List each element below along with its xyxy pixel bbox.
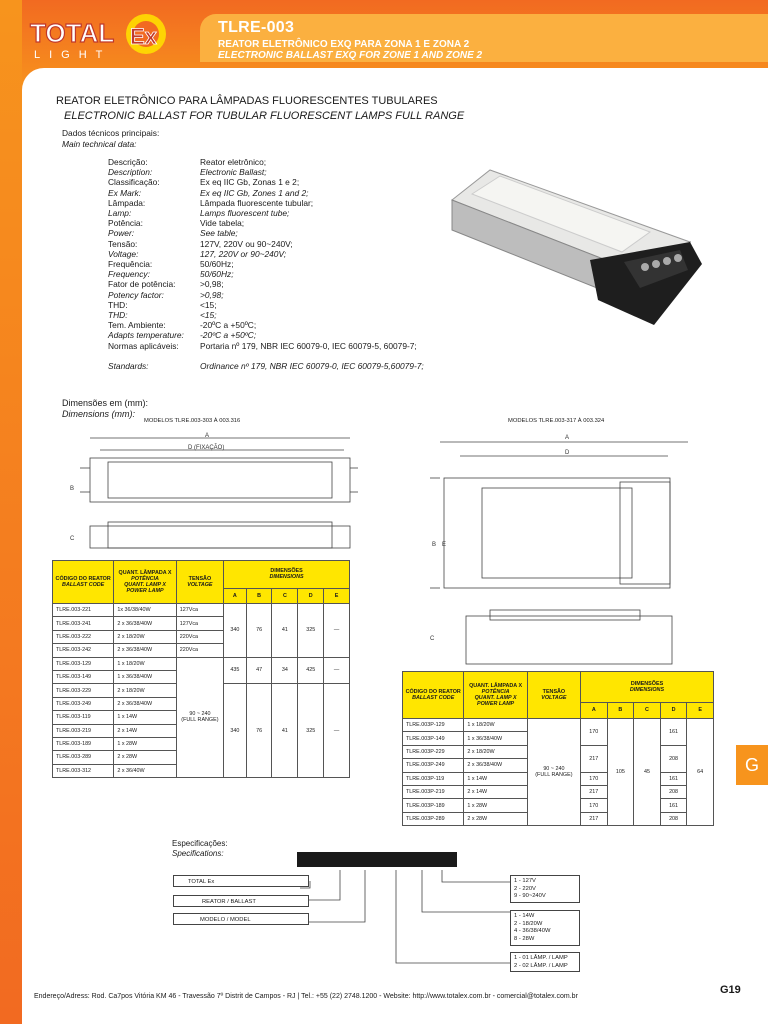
lamp-power: 1 x 14W [114, 711, 176, 724]
ballast-table-left [52, 560, 350, 778]
dimension-b: 105 [607, 719, 634, 826]
dimension-value: 325 [298, 604, 324, 658]
ballast-code: TLRE.003-241 [53, 617, 114, 630]
spec-key: Descrição: [108, 157, 148, 167]
ballast-code: TLRE.003-289 [53, 751, 114, 764]
dimension-value: 340 [224, 684, 247, 778]
table1-lamp-header: QUANT. LÂMPADA X POTÊNCIA QUANT. LAMP X POWER LAMP [114, 561, 176, 604]
spec-key: THD: [108, 310, 128, 320]
lamp-power: 2 x 18/20W [114, 684, 176, 697]
spec-key: THD: [108, 299, 128, 310]
table1-voltage-header: TENSÃO VOLTAGE [176, 561, 223, 604]
dim-c-left: C [70, 536, 75, 542]
voltage: 220Vca [176, 644, 223, 657]
lamp-power: 1 x 28W [114, 737, 176, 750]
lamp-power: 1 x 36/38/40W [114, 670, 176, 683]
dimension-value: 47 [246, 657, 272, 684]
ballast-code: TLRE.003-229 [53, 684, 114, 697]
spec-value: Reator eletrônico; [200, 157, 267, 167]
power-option: 1 - 14W [514, 913, 535, 919]
section-title-pt: REATOR ELETRÔNICO PARA LÂMPADAS FLUORESCENTES TUBULARES [56, 95, 438, 107]
ballast-code: TLRE.003P-189 [403, 799, 464, 812]
dimension-value: — [324, 657, 350, 684]
spec-key: Lâmpada: [108, 197, 146, 208]
ballast-code: TLRE.003P-119 [403, 772, 464, 785]
table2-col-e: E [687, 702, 714, 718]
dimension-value: — [324, 604, 350, 658]
lamp-power: 2 x 18/20W [464, 745, 527, 758]
lamp-power: 2 x 18/20W [114, 630, 176, 643]
table2-col-b: B [607, 702, 634, 718]
ballast-code: TLRE.003-222 [53, 630, 114, 643]
dim-e-right: E [442, 542, 447, 548]
table1-col-b: B [246, 588, 272, 603]
dimension-value: 435 [224, 657, 247, 684]
spec-key: Power: [108, 228, 135, 239]
lamp-power: 1 x 28W [464, 799, 527, 812]
dimension-a: 217 [580, 812, 607, 825]
dimension-value: 325 [298, 684, 324, 778]
ballast-code: TLRE.003-149 [53, 670, 114, 683]
power-option: 2 - 18/20W [514, 920, 543, 927]
spec-value: <15; [200, 299, 217, 310]
ballast-code: TLRE.003P-219 [403, 785, 464, 798]
spec-row [108, 361, 508, 371]
spec-value: Vide tabela; [200, 218, 245, 229]
lamp-option: 1 - 01 LÂMP. / LAMP [514, 955, 568, 961]
spec-key: Ex Mark: [108, 187, 142, 198]
dimension-c: 45 [634, 719, 661, 826]
spec-value: Portaria nº 179, NBR IEC 60079-0, IEC 60079-5, 60079-7; [200, 340, 417, 351]
ballast-code: TLRE.003P-149 [403, 732, 464, 745]
section-title-en: ELECTRONIC BALLAST FOR TUBULAR FLUORESCENT LAMPS FULL RANGE [64, 110, 465, 122]
ballast-code: TLRE.003-129 [53, 657, 114, 670]
ballast-code: TLRE.003P-249 [403, 759, 464, 772]
spec-key: Tem. Ambiente: [108, 320, 166, 331]
spec-value: Lâmpada fluorescente tubular; [200, 197, 314, 208]
spec-value: See table; [200, 228, 238, 239]
table1-col-e: E [324, 588, 350, 603]
spec-heading-en: Specifications: [172, 849, 224, 858]
drawing-right [420, 430, 720, 670]
spec-value: 127, 220V or 90~240V; [200, 248, 287, 259]
spec-voltage-options [510, 875, 580, 903]
table1-col-d: D [298, 588, 324, 603]
spec-key: Voltage: [108, 248, 139, 259]
spec-value: 50/60Hz; [200, 269, 234, 280]
ballast-table-right [402, 671, 714, 826]
dimension-d: 161 [660, 799, 687, 812]
lamp-power: 2 x 36/38/40W [114, 644, 176, 657]
dimension-d: 208 [660, 785, 687, 798]
spec-value: Ordinance nº 179, NBR IEC 60079-0, IEC 60079-5,60079-7; [200, 360, 424, 371]
dimensions-heading-pt: Dimensões em (mm): [62, 398, 149, 408]
dimension-value: 425 [298, 657, 324, 684]
ballast-code: TLRE.003-221 [53, 604, 114, 617]
totalex-logo [26, 12, 182, 62]
spec-box-total: TOTAL Ex [173, 875, 309, 887]
dimension-value: 76 [246, 684, 272, 778]
logo-total-text: TOTAL [30, 18, 115, 48]
dimension-a: 170 [580, 799, 607, 812]
ballast-code: TLRE.003-119 [53, 711, 114, 724]
table-row [403, 719, 714, 732]
spec-key: Classificação: [108, 177, 160, 188]
dim-d-right: D [565, 450, 570, 456]
dim-b-right: B [432, 542, 437, 548]
spec-lamp-options [510, 952, 580, 972]
dimension-d: 208 [660, 745, 687, 772]
power-option: 8 - 28W [514, 935, 535, 942]
footer-address: Endereço/Adress: Rod. Ca7pos Vitória KM 46 - Travessão 7º Distrit de Campos - RJ | Tel.: +55 (22) 2748.1200 - Website: http://www.totalex.com.br - comercial@totalex.com.br [34, 993, 578, 1000]
logo-light-text: LIGHT [34, 49, 112, 61]
spec-box-model: MODELO / MODEL [173, 913, 309, 925]
spec-value: -20ºC a +50ºC; [200, 320, 257, 331]
table1-code-header: CÓDIGO DO REATOR BALLAST CODE [53, 561, 114, 604]
lamp-power: 1 x 14W [464, 772, 527, 785]
left-accent-bar [0, 0, 22, 1024]
ballast-code: TLRE.003P-229 [403, 745, 464, 758]
dimension-value: — [324, 684, 350, 778]
voltage-full-range: 90 ~ 240 (FULL RANGE) [527, 719, 580, 826]
voltage-option: 1 - 127V [514, 878, 536, 884]
spec-key: Frequency: [108, 269, 150, 280]
spec-key: Potency factor: [108, 289, 164, 300]
dim-d-fix: D (FIXAÇÃO) [188, 445, 225, 451]
table-row [53, 604, 350, 617]
table2-code-header: CÓDIGO DO REATOR BALLAST CODE [403, 672, 464, 719]
lamp-power: 2 x 36/38/40W [114, 617, 176, 630]
ballast-photo [440, 160, 710, 350]
technical-heading-en: Main technical data: [62, 139, 137, 149]
voltage-option: 9 - 90~240V [514, 893, 546, 899]
voltage-option: 2 - 220V [514, 885, 536, 892]
logo-ex-text: Ex [130, 24, 157, 49]
spec-heading-pt: Especificações: [172, 839, 228, 848]
spec-value: Lamps fluorescent tube; [200, 208, 290, 218]
lamp-power: 2 x 14W [114, 724, 176, 737]
table1-dims-header: DIMENSÕES DIMENSIONS [224, 561, 350, 589]
table2-lamp-header: QUANT. LÂMPADA X POTÊNCIA QUANT. LAMP X POWER LAMP [464, 672, 527, 719]
spec-value: Ex eq IIC Gb, Zones 1 and 2; [200, 187, 309, 198]
spec-key: Description: [108, 167, 153, 178]
spec-power-options [510, 910, 580, 946]
spec-key: Frequência: [108, 259, 153, 269]
model-title: TLRE-003 [218, 19, 295, 36]
spec-key: Fator de potência: [108, 279, 176, 290]
lamp-power: 2 x 14W [464, 785, 527, 798]
dim-a-right: A [565, 435, 570, 441]
lamp-power: 1x 36/38/40W [114, 604, 176, 617]
dimension-d: 161 [660, 719, 687, 746]
drawing-left [60, 428, 360, 558]
dimension-a: 217 [580, 745, 607, 772]
spec-value: -20ºC a +50ºC; [200, 330, 257, 341]
spec-key: Standards: [108, 360, 149, 371]
dim-a-left: A [205, 433, 210, 439]
page-number: G19 [720, 984, 741, 996]
ballast-code: TLRE.003-249 [53, 697, 114, 710]
spec-value: <15; [200, 310, 217, 320]
dimensions-heading-en: Dimensions (mm): [62, 409, 136, 419]
ballast-code: TLRE.003P-129 [403, 719, 464, 732]
dimension-value: 41 [272, 604, 298, 658]
spec-box-reator: REATOR / BALLAST [173, 895, 309, 907]
table-row [53, 657, 350, 670]
ballast-code: TLRE.003P-289 [403, 812, 464, 825]
table2-voltage-header: TENSÃO VOLTAGE [527, 672, 580, 719]
dim-c-right: C [430, 636, 435, 642]
ballast-code: TLRE.003-312 [53, 764, 114, 777]
spec-value: >0,98; [200, 289, 224, 300]
dimension-value: 34 [272, 657, 298, 684]
dimension-a: 217 [580, 785, 607, 798]
ballast-code: TLRE.003-242 [53, 644, 114, 657]
subtitle-en: ELECTRONIC BALLAST EXQ FOR ZONE 1 AND ZONE 2 [218, 50, 483, 61]
table2-col-a: A [580, 702, 607, 718]
spec-value: Electronic Ballast; [200, 167, 267, 178]
ballast-code: TLRE.003-189 [53, 737, 114, 750]
dimension-e: 64 [687, 719, 714, 826]
voltage: 127Vca [176, 617, 223, 630]
dimension-d: 208 [660, 812, 687, 825]
dimension-value: 340 [224, 604, 247, 658]
dimension-value: 41 [272, 684, 298, 778]
models-left-label: MODELOS TLRE.003-303 À 003.316 [144, 418, 241, 424]
spec-value: Ex eq IIC Gb, Zonas 1 e 2; [200, 177, 300, 188]
table1-col-c: C [272, 588, 298, 603]
table2-dims-header: DIMENSÕES DIMENSIONS [580, 672, 713, 703]
lamp-power: 2 x 28W [114, 751, 176, 764]
lamp-option: 2 - 02 LÂMP. / LAMP [514, 962, 568, 969]
spec-value: >0,98; [200, 279, 224, 290]
voltage: 127Vca [176, 604, 223, 617]
dimension-d: 161 [660, 772, 687, 785]
technical-heading-pt: Dados técnicos principais: [62, 128, 160, 138]
spec-key: Adapts temperature: [108, 330, 184, 341]
spec-value: 50/60Hz; [200, 259, 234, 269]
spec-key: Lamp: [108, 208, 132, 218]
table2-col-d: D [660, 702, 687, 718]
subtitle-pt: REATOR ELETRÔNICO EXQ PARA ZONA 1 E ZONA 2 [218, 39, 470, 50]
lamp-power: 1 x 18/20W [464, 719, 527, 732]
ballast-code: TLRE.003-219 [53, 724, 114, 737]
lamp-power: 2 x 28W [464, 812, 527, 825]
lamp-power: 2 x 36/38/40W [114, 697, 176, 710]
models-right-label: MODELOS TLRE.003-317 À 003.324 [508, 418, 605, 424]
lamp-power: 2 x 36/38/40W [464, 759, 527, 772]
power-option: 4 - 36/38/40W [514, 928, 551, 934]
spec-key: Tensão: [108, 238, 138, 249]
dim-b-left: B [70, 486, 75, 492]
table1-col-a: A [224, 588, 247, 603]
table2-col-c: C [634, 702, 661, 718]
section-tab-g: G [736, 745, 768, 785]
dimension-a: 170 [580, 772, 607, 785]
spec-key: Normas aplicáveis: [108, 340, 179, 351]
lamp-power: 1 x 36/38/40W [464, 732, 527, 745]
dimension-value: 76 [246, 604, 272, 658]
spec-key: Potência: [108, 218, 143, 229]
spec-value: 127V, 220V ou 90~240V; [200, 238, 293, 249]
lamp-power: 1 x 18/20W [114, 657, 176, 670]
voltage: 220Vca [176, 630, 223, 643]
dimension-a: 170 [580, 719, 607, 746]
lamp-power: 2 x 36/40W [114, 764, 176, 777]
voltage-full-range: 90 ~ 240 (FULL RANGE) [176, 657, 223, 778]
